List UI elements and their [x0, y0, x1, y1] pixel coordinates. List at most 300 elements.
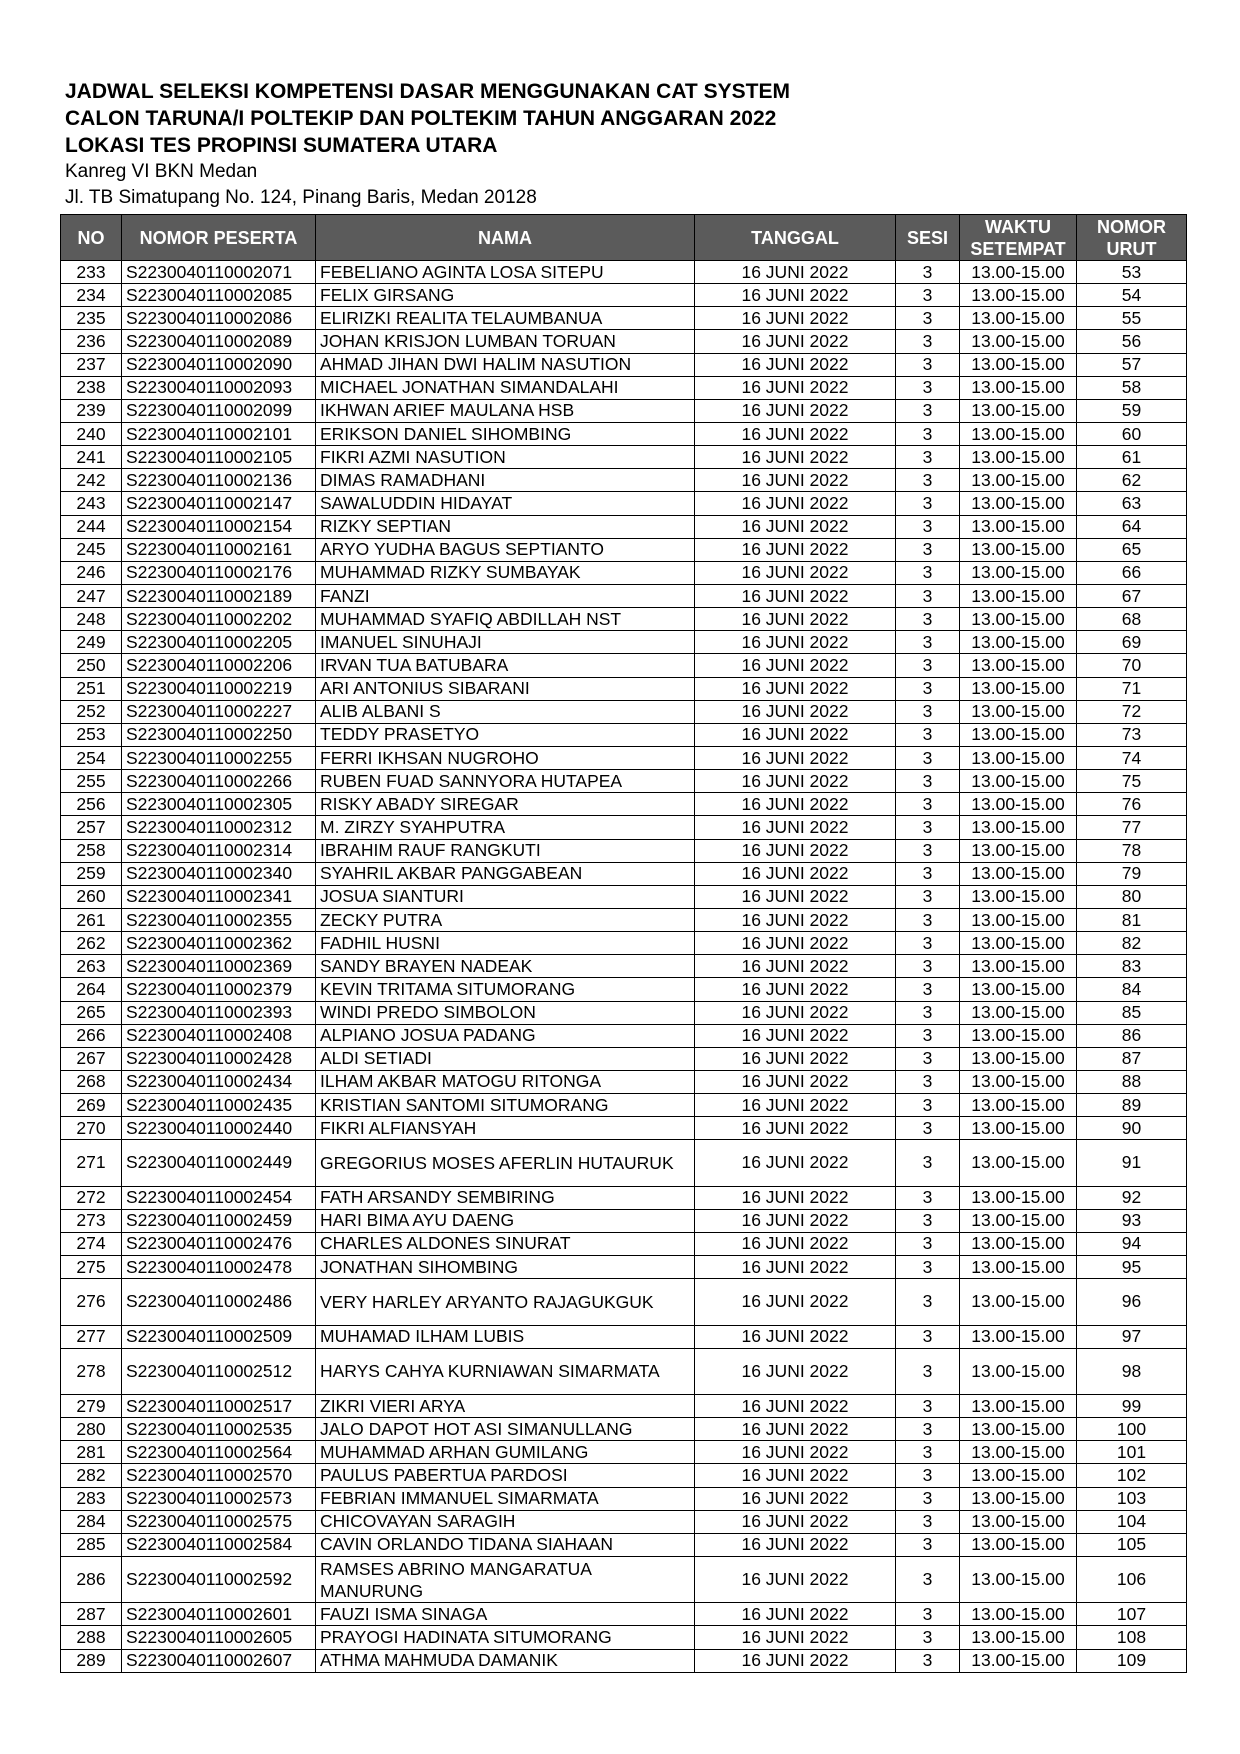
- cell-nomor-urut: 76: [1077, 793, 1187, 816]
- document-title-line-3: LOKASI TES PROPINSI SUMATERA UTARA: [65, 134, 498, 157]
- cell-nama: KEVIN TRITAMA SITUMORANG: [316, 978, 695, 1001]
- cell-tanggal: 16 JUNI 2022: [695, 1464, 896, 1487]
- cell-sesi: 3: [896, 399, 960, 422]
- cell-sesi: 3: [896, 1047, 960, 1070]
- cell-no: 240: [61, 422, 122, 445]
- office-name: Kanreg VI BKN Medan: [65, 161, 258, 182]
- table-row: [61, 700, 1187, 723]
- cell-sesi: 3: [896, 1279, 960, 1325]
- cell-tanggal: 16 JUNI 2022: [695, 746, 896, 769]
- cell-waktu: 13.00-15.00: [960, 839, 1077, 862]
- cell-nomor-urut: 68: [1077, 608, 1187, 631]
- cell-nama: RUBEN FUAD SANNYORA HUTAPEA: [316, 770, 695, 793]
- cell-tanggal: 16 JUNI 2022: [695, 1256, 896, 1279]
- cell-waktu: 13.00-15.00: [960, 978, 1077, 1001]
- cell-nomor-peserta: S2230040110002440: [122, 1117, 316, 1140]
- cell-waktu: 13.00-15.00: [960, 1464, 1077, 1487]
- cell-nomor-urut: 84: [1077, 978, 1187, 1001]
- cell-tanggal: 16 JUNI 2022: [695, 353, 896, 376]
- cell-waktu: 13.00-15.00: [960, 770, 1077, 793]
- cell-sesi: 3: [896, 1070, 960, 1093]
- cell-sesi: 3: [896, 932, 960, 955]
- cell-waktu: 13.00-15.00: [960, 816, 1077, 839]
- cell-sesi: 3: [896, 422, 960, 445]
- cell-waktu: 13.00-15.00: [960, 1279, 1077, 1325]
- cell-waktu: 13.00-15.00: [960, 793, 1077, 816]
- cell-nomor-peserta: S2230040110002105: [122, 446, 316, 469]
- cell-nama: IMANUEL SINUHAJI: [316, 631, 695, 654]
- cell-nomor-urut: 67: [1077, 584, 1187, 607]
- cell-nomor-peserta: S2230040110002512: [122, 1348, 316, 1394]
- cell-sesi: 3: [896, 1117, 960, 1140]
- col-header-nama: NAMA: [316, 215, 695, 261]
- table-row: [61, 1487, 1187, 1510]
- cell-waktu: 13.00-15.00: [960, 584, 1077, 607]
- cell-tanggal: 16 JUNI 2022: [695, 1394, 896, 1417]
- cell-no: 237: [61, 353, 122, 376]
- cell-nomor-peserta: S2230040110002584: [122, 1533, 316, 1556]
- cell-nama: VERY HARLEY ARYANTO RAJAGUKGUK: [316, 1279, 695, 1325]
- cell-sesi: 3: [896, 469, 960, 492]
- cell-nomor-peserta: S2230040110002227: [122, 700, 316, 723]
- cell-waktu: 13.00-15.00: [960, 1024, 1077, 1047]
- cell-nomor-peserta: S2230040110002341: [122, 885, 316, 908]
- cell-no: 267: [61, 1047, 122, 1070]
- col-header-sesi: SESI: [896, 215, 960, 261]
- cell-no: 258: [61, 839, 122, 862]
- cell-sesi: 3: [896, 978, 960, 1001]
- cell-nomor-peserta: S2230040110002355: [122, 908, 316, 931]
- cell-waktu: 13.00-15.00: [960, 885, 1077, 908]
- cell-tanggal: 16 JUNI 2022: [695, 1626, 896, 1649]
- cell-waktu: 13.00-15.00: [960, 1047, 1077, 1070]
- cell-nomor-peserta: S2230040110002592: [122, 1556, 316, 1602]
- cell-nomor-peserta: S2230040110002176: [122, 561, 316, 584]
- cell-nomor-urut: 65: [1077, 538, 1187, 561]
- cell-nama: JOHAN KRISJON LUMBAN TORUAN: [316, 330, 695, 353]
- cell-sesi: 3: [896, 538, 960, 561]
- cell-nomor-peserta: S2230040110002090: [122, 353, 316, 376]
- cell-nomor-peserta: S2230040110002486: [122, 1279, 316, 1325]
- cell-sesi: 3: [896, 1556, 960, 1602]
- cell-nomor-peserta: S2230040110002362: [122, 932, 316, 955]
- cell-no: 249: [61, 631, 122, 654]
- cell-nomor-peserta: S2230040110002314: [122, 839, 316, 862]
- cell-nomor-urut: 61: [1077, 446, 1187, 469]
- cell-nomor-peserta: S2230040110002250: [122, 723, 316, 746]
- cell-nomor-urut: 93: [1077, 1209, 1187, 1232]
- table-row: [61, 353, 1187, 376]
- cell-no: 279: [61, 1394, 122, 1417]
- cell-nomor-urut: 78: [1077, 839, 1187, 862]
- cell-nomor-urut: 62: [1077, 469, 1187, 492]
- cell-waktu: 13.00-15.00: [960, 631, 1077, 654]
- document-title-line-1: JADWAL SELEKSI KOMPETENSI DASAR MENGGUNAKAN CAT SYSTEM: [65, 80, 790, 103]
- cell-waktu: 13.00-15.00: [960, 1256, 1077, 1279]
- cell-nama: WINDI PREDO SIMBOLON: [316, 1001, 695, 1024]
- table-row: [61, 1418, 1187, 1441]
- cell-nomor-urut: 86: [1077, 1024, 1187, 1047]
- cell-nomor-urut: 108: [1077, 1626, 1187, 1649]
- cell-tanggal: 16 JUNI 2022: [695, 793, 896, 816]
- cell-tanggal: 16 JUNI 2022: [695, 538, 896, 561]
- table-header-row: [61, 215, 1187, 261]
- table-row: [61, 770, 1187, 793]
- cell-no: 269: [61, 1094, 122, 1117]
- cell-nama: ARI ANTONIUS SIBARANI: [316, 677, 695, 700]
- cell-nomor-peserta: S2230040110002434: [122, 1070, 316, 1093]
- cell-sesi: 3: [896, 793, 960, 816]
- cell-nomor-urut: 90: [1077, 1117, 1187, 1140]
- cell-no: 282: [61, 1464, 122, 1487]
- cell-tanggal: 16 JUNI 2022: [695, 955, 896, 978]
- document-header: [65, 78, 1165, 211]
- cell-nomor-urut: 83: [1077, 955, 1187, 978]
- cell-waktu: 13.00-15.00: [960, 1209, 1077, 1232]
- cell-nama: FEBELIANO AGINTA LOSA SITEPU: [316, 261, 695, 284]
- table-row: [61, 1348, 1187, 1394]
- cell-no: 287: [61, 1603, 122, 1626]
- table-row: [61, 1441, 1187, 1464]
- cell-no: 255: [61, 770, 122, 793]
- cell-sesi: 3: [896, 700, 960, 723]
- cell-sesi: 3: [896, 1441, 960, 1464]
- cell-waktu: 13.00-15.00: [960, 908, 1077, 931]
- cell-nomor-urut: 102: [1077, 1464, 1187, 1487]
- cell-tanggal: 16 JUNI 2022: [695, 446, 896, 469]
- cell-no: 246: [61, 561, 122, 584]
- cell-sesi: 3: [896, 908, 960, 931]
- cell-nomor-urut: 109: [1077, 1649, 1187, 1672]
- cell-waktu: 13.00-15.00: [960, 1626, 1077, 1649]
- cell-nomor-urut: 96: [1077, 1279, 1187, 1325]
- cell-tanggal: 16 JUNI 2022: [695, 422, 896, 445]
- cell-nama: PRAYOGI HADINATA SITUMORANG: [316, 1626, 695, 1649]
- cell-nomor-peserta: S2230040110002089: [122, 330, 316, 353]
- cell-nomor-urut: 58: [1077, 376, 1187, 399]
- table-row: [61, 955, 1187, 978]
- cell-sesi: 3: [896, 1348, 960, 1394]
- cell-tanggal: 16 JUNI 2022: [695, 885, 896, 908]
- cell-tanggal: 16 JUNI 2022: [695, 631, 896, 654]
- cell-sesi: 3: [896, 1487, 960, 1510]
- cell-nama: FELIX GIRSANG: [316, 284, 695, 307]
- col-header-tanggal: TANGGAL: [695, 215, 896, 261]
- cell-no: 250: [61, 654, 122, 677]
- cell-nomor-urut: 88: [1077, 1070, 1187, 1093]
- table-row: [61, 885, 1187, 908]
- cell-sesi: 3: [896, 261, 960, 284]
- cell-nomor-peserta: S2230040110002509: [122, 1325, 316, 1348]
- cell-nomor-urut: 107: [1077, 1603, 1187, 1626]
- cell-tanggal: 16 JUNI 2022: [695, 908, 896, 931]
- cell-no: 264: [61, 978, 122, 1001]
- cell-nomor-urut: 55: [1077, 307, 1187, 330]
- cell-nama: FADHIL HUSNI: [316, 932, 695, 955]
- cell-nama: MUHAMMAD ARHAN GUMILANG: [316, 1441, 695, 1464]
- cell-tanggal: 16 JUNI 2022: [695, 839, 896, 862]
- table-row: [61, 1533, 1187, 1556]
- cell-nomor-urut: 72: [1077, 700, 1187, 723]
- cell-tanggal: 16 JUNI 2022: [695, 1117, 896, 1140]
- cell-tanggal: 16 JUNI 2022: [695, 1510, 896, 1533]
- cell-sesi: 3: [896, 1001, 960, 1024]
- cell-nomor-urut: 60: [1077, 422, 1187, 445]
- cell-nomor-urut: 74: [1077, 746, 1187, 769]
- col-header-waktu-setempat: WAKTU SETEMPAT: [960, 215, 1077, 261]
- cell-nomor-urut: 91: [1077, 1140, 1187, 1186]
- table-row: [61, 816, 1187, 839]
- cell-tanggal: 16 JUNI 2022: [695, 1556, 896, 1602]
- cell-nomor-urut: 85: [1077, 1001, 1187, 1024]
- cell-no: 276: [61, 1279, 122, 1325]
- cell-no: 261: [61, 908, 122, 931]
- cell-no: 251: [61, 677, 122, 700]
- cell-no: 233: [61, 261, 122, 284]
- cell-sesi: 3: [896, 677, 960, 700]
- table-row: [61, 307, 1187, 330]
- cell-no: 268: [61, 1070, 122, 1093]
- cell-sesi: 3: [896, 353, 960, 376]
- cell-nomor-peserta: S2230040110002085: [122, 284, 316, 307]
- cell-nama: MUHAMAD ILHAM LUBIS: [316, 1325, 695, 1348]
- cell-nomor-urut: 106: [1077, 1556, 1187, 1602]
- table-row: [61, 608, 1187, 631]
- cell-waktu: 13.00-15.00: [960, 1603, 1077, 1626]
- cell-nomor-peserta: S2230040110002393: [122, 1001, 316, 1024]
- cell-waktu: 13.00-15.00: [960, 538, 1077, 561]
- table-row: [61, 284, 1187, 307]
- cell-sesi: 3: [896, 1418, 960, 1441]
- cell-nomor-peserta: S2230040110002071: [122, 261, 316, 284]
- cell-nomor-peserta: S2230040110002219: [122, 677, 316, 700]
- cell-sesi: 3: [896, 307, 960, 330]
- table-row: [61, 1047, 1187, 1070]
- cell-tanggal: 16 JUNI 2022: [695, 284, 896, 307]
- cell-nomor-urut: 104: [1077, 1510, 1187, 1533]
- table-row: [61, 978, 1187, 1001]
- cell-tanggal: 16 JUNI 2022: [695, 654, 896, 677]
- cell-nomor-urut: 63: [1077, 492, 1187, 515]
- table-row: [61, 399, 1187, 422]
- cell-tanggal: 16 JUNI 2022: [695, 608, 896, 631]
- cell-no: 252: [61, 700, 122, 723]
- cell-nomor-peserta: S2230040110002408: [122, 1024, 316, 1047]
- table-row: [61, 469, 1187, 492]
- cell-nama: AHMAD JIHAN DWI HALIM NASUTION: [316, 353, 695, 376]
- cell-tanggal: 16 JUNI 2022: [695, 1001, 896, 1024]
- cell-no: 284: [61, 1510, 122, 1533]
- cell-nomor-urut: 98: [1077, 1348, 1187, 1394]
- cell-no: 285: [61, 1533, 122, 1556]
- cell-no: 270: [61, 1117, 122, 1140]
- cell-waktu: 13.00-15.00: [960, 1533, 1077, 1556]
- cell-nama: MUHAMMAD SYAFIQ ABDILLAH NST: [316, 608, 695, 631]
- cell-nama: FEBRIAN IMMANUEL SIMARMATA: [316, 1487, 695, 1510]
- cell-sesi: 3: [896, 1256, 960, 1279]
- cell-waktu: 13.00-15.00: [960, 723, 1077, 746]
- table-row: [61, 584, 1187, 607]
- cell-nama: ZIKRI VIERI ARYA: [316, 1394, 695, 1417]
- cell-waktu: 13.00-15.00: [960, 862, 1077, 885]
- cell-no: 254: [61, 746, 122, 769]
- cell-waktu: 13.00-15.00: [960, 399, 1077, 422]
- cell-nomor-urut: 89: [1077, 1094, 1187, 1117]
- table-row: [61, 1626, 1187, 1649]
- cell-nomor-peserta: S2230040110002570: [122, 1464, 316, 1487]
- cell-tanggal: 16 JUNI 2022: [695, 723, 896, 746]
- cell-no: 234: [61, 284, 122, 307]
- cell-nomor-peserta: S2230040110002428: [122, 1047, 316, 1070]
- cell-waktu: 13.00-15.00: [960, 1094, 1077, 1117]
- cell-nomor-peserta: S2230040110002086: [122, 307, 316, 330]
- cell-nama: IKHWAN ARIEF MAULANA HSB: [316, 399, 695, 422]
- cell-nama: JOSUA SIANTURI: [316, 885, 695, 908]
- cell-nama: MUHAMMAD RIZKY SUMBAYAK: [316, 561, 695, 584]
- cell-sesi: 3: [896, 561, 960, 584]
- cell-nomor-peserta: S2230040110002454: [122, 1186, 316, 1209]
- table-row: [61, 1070, 1187, 1093]
- cell-waktu: 13.00-15.00: [960, 284, 1077, 307]
- cell-nomor-peserta: S2230040110002202: [122, 608, 316, 631]
- table-row: [61, 515, 1187, 538]
- cell-sesi: 3: [896, 885, 960, 908]
- schedule-table: [60, 214, 1187, 1673]
- cell-nama: HARI BIMA AYU DAENG: [316, 1209, 695, 1232]
- cell-no: 245: [61, 538, 122, 561]
- cell-sesi: 3: [896, 584, 960, 607]
- cell-nama: CHICOVAYAN SARAGIH: [316, 1510, 695, 1533]
- table-row: [61, 1394, 1187, 1417]
- cell-sesi: 3: [896, 1209, 960, 1232]
- table-row: [61, 1209, 1187, 1232]
- cell-nomor-urut: 71: [1077, 677, 1187, 700]
- cell-nama: IBRAHIM RAUF RANGKUTI: [316, 839, 695, 862]
- cell-nama: ALPIANO JOSUA PADANG: [316, 1024, 695, 1047]
- cell-nomor-peserta: S2230040110002340: [122, 862, 316, 885]
- cell-nomor-urut: 66: [1077, 561, 1187, 584]
- cell-nomor-urut: 82: [1077, 932, 1187, 955]
- cell-nomor-peserta: S2230040110002154: [122, 515, 316, 538]
- cell-tanggal: 16 JUNI 2022: [695, 1094, 896, 1117]
- cell-nama: FATH ARSANDY SEMBIRING: [316, 1186, 695, 1209]
- cell-waktu: 13.00-15.00: [960, 932, 1077, 955]
- cell-no: 260: [61, 885, 122, 908]
- cell-tanggal: 16 JUNI 2022: [695, 1186, 896, 1209]
- cell-sesi: 3: [896, 770, 960, 793]
- cell-no: 238: [61, 376, 122, 399]
- cell-nomor-urut: 69: [1077, 631, 1187, 654]
- cell-nomor-peserta: S2230040110002161: [122, 538, 316, 561]
- col-header-nomor-urut: NOMOR URUT: [1077, 215, 1187, 261]
- cell-tanggal: 16 JUNI 2022: [695, 492, 896, 515]
- cell-nomor-peserta: S2230040110002266: [122, 770, 316, 793]
- cell-nomor-peserta: S2230040110002305: [122, 793, 316, 816]
- table-row: [61, 261, 1187, 284]
- cell-waktu: 13.00-15.00: [960, 1487, 1077, 1510]
- cell-nomor-urut: 97: [1077, 1325, 1187, 1348]
- cell-no: 256: [61, 793, 122, 816]
- cell-sesi: 3: [896, 1603, 960, 1626]
- cell-nomor-peserta: S2230040110002255: [122, 746, 316, 769]
- table-body: [61, 261, 1187, 1673]
- cell-nama: KRISTIAN SANTOMI SITUMORANG: [316, 1094, 695, 1117]
- cell-waktu: 13.00-15.00: [960, 608, 1077, 631]
- cell-nama: SYAHRIL AKBAR PANGGABEAN: [316, 862, 695, 885]
- cell-sesi: 3: [896, 330, 960, 353]
- cell-nama: FIKRI ALFIANSYAH: [316, 1117, 695, 1140]
- cell-tanggal: 16 JUNI 2022: [695, 1024, 896, 1047]
- cell-nama: ARYO YUDHA BAGUS SEPTIANTO: [316, 538, 695, 561]
- table-row: [61, 862, 1187, 885]
- cell-nomor-urut: 92: [1077, 1186, 1187, 1209]
- cell-waktu: 13.00-15.00: [960, 353, 1077, 376]
- cell-nomor-urut: 64: [1077, 515, 1187, 538]
- cell-nomor-urut: 59: [1077, 399, 1187, 422]
- cell-waktu: 13.00-15.00: [960, 515, 1077, 538]
- cell-no: 266: [61, 1024, 122, 1047]
- cell-sesi: 3: [896, 376, 960, 399]
- cell-nama: JALO DAPOT HOT ASI SIMANULLANG: [316, 1418, 695, 1441]
- cell-nomor-peserta: S2230040110002573: [122, 1487, 316, 1510]
- table-row: [61, 422, 1187, 445]
- cell-no: 272: [61, 1186, 122, 1209]
- table-row: [61, 1325, 1187, 1348]
- cell-nomor-urut: 79: [1077, 862, 1187, 885]
- cell-sesi: 3: [896, 1626, 960, 1649]
- cell-tanggal: 16 JUNI 2022: [695, 1325, 896, 1348]
- table-row: [61, 793, 1187, 816]
- cell-sesi: 3: [896, 1649, 960, 1672]
- table-row: [61, 677, 1187, 700]
- cell-no: 283: [61, 1487, 122, 1510]
- table-row: [61, 908, 1187, 931]
- table-row: [61, 492, 1187, 515]
- table-row: [61, 1556, 1187, 1602]
- cell-tanggal: 16 JUNI 2022: [695, 1279, 896, 1325]
- table-row: [61, 631, 1187, 654]
- cell-tanggal: 16 JUNI 2022: [695, 1140, 896, 1186]
- cell-nomor-urut: 95: [1077, 1256, 1187, 1279]
- cell-no: 244: [61, 515, 122, 538]
- cell-nama: PAULUS PABERTUA PARDOSI: [316, 1464, 695, 1487]
- table-row: [61, 932, 1187, 955]
- cell-no: 281: [61, 1441, 122, 1464]
- table-row: [61, 330, 1187, 353]
- cell-nomor-urut: 80: [1077, 885, 1187, 908]
- cell-tanggal: 16 JUNI 2022: [695, 700, 896, 723]
- cell-tanggal: 16 JUNI 2022: [695, 330, 896, 353]
- cell-waktu: 13.00-15.00: [960, 955, 1077, 978]
- cell-nama: ZECKY PUTRA: [316, 908, 695, 931]
- cell-tanggal: 16 JUNI 2022: [695, 376, 896, 399]
- cell-waktu: 13.00-15.00: [960, 307, 1077, 330]
- cell-tanggal: 16 JUNI 2022: [695, 515, 896, 538]
- cell-waktu: 13.00-15.00: [960, 1232, 1077, 1255]
- cell-tanggal: 16 JUNI 2022: [695, 1533, 896, 1556]
- cell-no: 248: [61, 608, 122, 631]
- cell-waktu: 13.00-15.00: [960, 700, 1077, 723]
- cell-nama: IRVAN TUA BATUBARA: [316, 654, 695, 677]
- cell-tanggal: 16 JUNI 2022: [695, 584, 896, 607]
- cell-waktu: 13.00-15.00: [960, 330, 1077, 353]
- cell-no: 275: [61, 1256, 122, 1279]
- cell-nama: RIZKY SEPTIAN: [316, 515, 695, 538]
- cell-sesi: 3: [896, 1510, 960, 1533]
- cell-waktu: 13.00-15.00: [960, 1441, 1077, 1464]
- cell-waktu: 13.00-15.00: [960, 1070, 1077, 1093]
- cell-nomor-peserta: S2230040110002435: [122, 1094, 316, 1117]
